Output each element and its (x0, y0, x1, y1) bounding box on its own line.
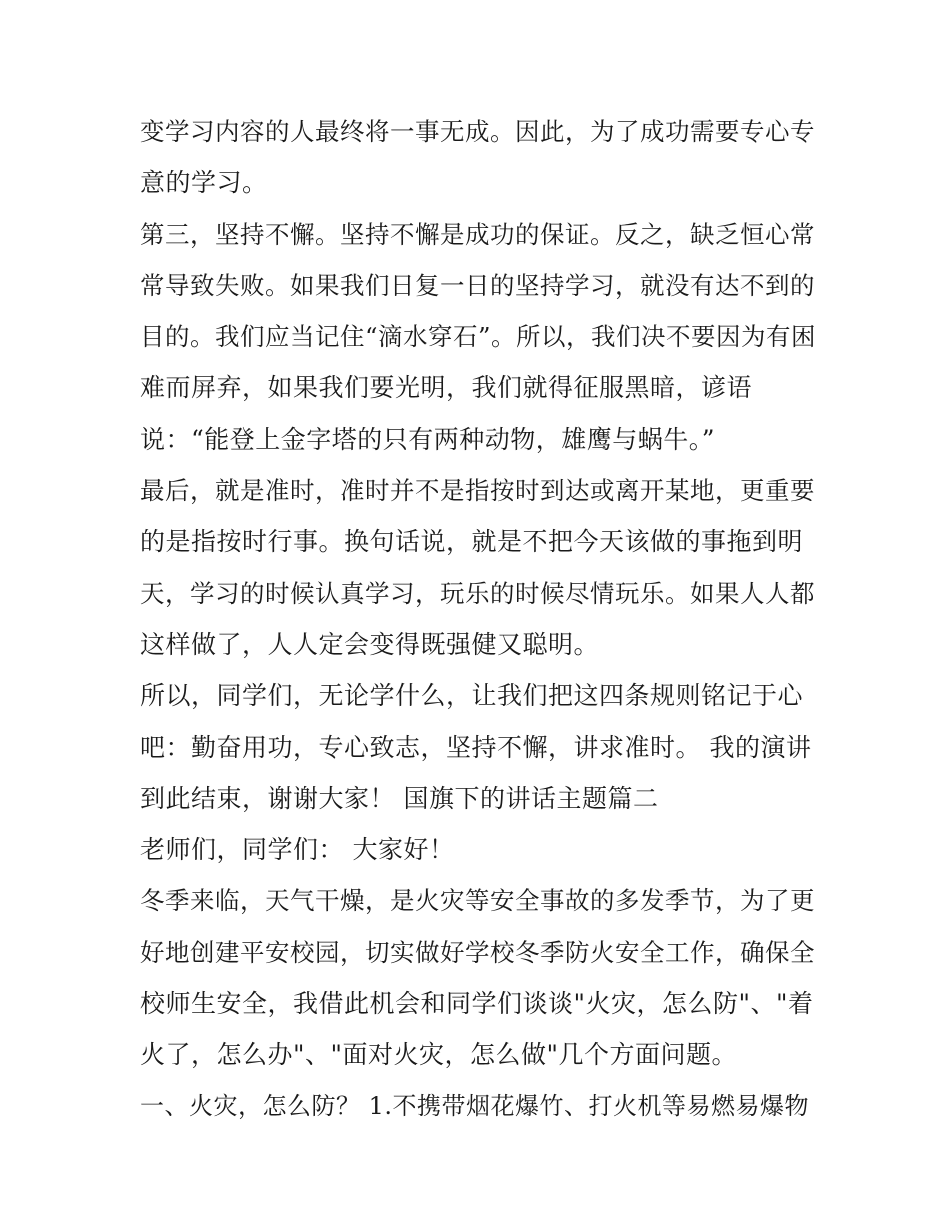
text-line-8: 最后，就是准时，准时并不是指按时到达或离开某地，更重要 (140, 476, 815, 506)
text-line-17: 好地创建平安校园，切实做好学校冬季防火安全工作，确保全 (140, 937, 815, 967)
text-line-13: 吧：勤奋用功，专心致志，坚持不懈，讲求准时。 我的演讲 (140, 732, 812, 762)
text-line-18: 校师生安全，我借此机会和同学们谈谈"火灾，怎么防"、"着 (140, 989, 814, 1019)
text-line-12: 所以，同学们，无论学什么，让我们把这四条规则铭记于心 (140, 681, 804, 711)
text-line-11: 这样做了，人人定会变得既强健又聪明。 (140, 629, 600, 659)
text-line-15: 老师们，同学们： 大家好！ (140, 835, 455, 865)
document-body (140, 106, 820, 1132)
text-line-6: 难而屏弃，如果我们要光明，我们就得征服黑暗，谚语 (140, 373, 753, 403)
text-line-3: 第三，坚持不懈。坚持不懈是成功的保证。反之，缺乏恒心常 (140, 219, 815, 249)
text-line-14: 到此结束，谢谢大家！ 国旗下的讲话主题篇二 (140, 783, 659, 813)
text-line-2: 意的学习。 (140, 168, 268, 198)
text-line-9: 的是指按时行事。换句话说，就是不把今天该做的事拖到明 (140, 527, 804, 557)
text-line-20: 一、火灾，怎么防？ 1.不携带烟花爆竹、打火机等易燃易爆物 (140, 1091, 810, 1120)
text-line-1: 变学习内容的人最终将一事无成。因此，为了成功需要专心专 (140, 117, 815, 146)
text-line-10: 天，学习的时候认真学习，玩乐的时候尽情玩乐。如果人人都 (140, 578, 815, 608)
text-line-19: 火了，怎么办"、"面对火灾，怎么做"几个方面问题。 (140, 1040, 737, 1070)
text-line-16: 冬季来临，天气干燥，是火灾等安全事故的多发季节，为了更 (140, 886, 815, 916)
text-line-7: 说：“能登上金字塔的只有两种动物，雄鹰与蜗牛。” (140, 424, 716, 454)
text-line-5: 目的。我们应当记住“滴水穿石”。所以，我们决不要因为有困 (140, 322, 817, 352)
text-line-4: 常导致失败。如果我们日复一日的坚持学习，就没有达不到的 (140, 270, 815, 300)
